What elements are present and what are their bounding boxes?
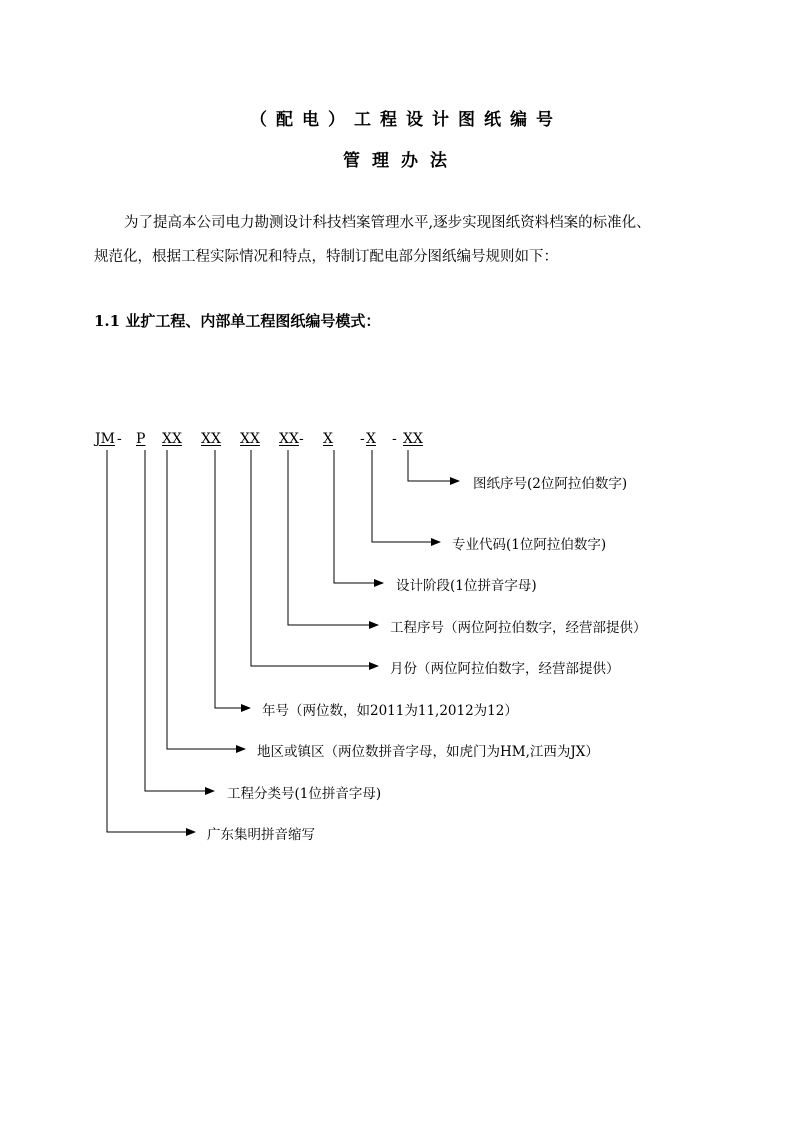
code-sep-4: -	[392, 431, 397, 447]
connector-stage	[334, 450, 383, 583]
section-heading: 1.1 业扩工程、内部单工程图纸编号模式：	[94, 312, 381, 330]
legend-month: 月份（两位阿拉伯数字，经营部提供）	[390, 661, 620, 677]
legend-project-number: 工程序号（两位阿拉伯数字，经营部提供）	[390, 620, 647, 636]
connector-region	[167, 450, 245, 749]
code-part-month: XX	[240, 431, 260, 447]
intro-line-2: 规范化，根据工程实际情况和特点，特制订配电部分图纸编号规则如下：	[94, 249, 558, 265]
page-subtitle: 管理办法	[343, 151, 459, 171]
connector-discipline	[372, 450, 440, 542]
code-part-jm: JM	[95, 431, 115, 447]
code-part-project: XX	[279, 431, 299, 447]
code-part-sheet: XX	[403, 431, 423, 447]
legend-design-stage: 设计阶段(1位拼音字母)	[396, 578, 537, 594]
code-part-p: P	[136, 431, 146, 447]
connector-company	[107, 450, 195, 832]
legend-company-abbr: 广东集明拼音缩写	[207, 827, 315, 843]
page-title: （配电）工程设计图纸编号	[250, 110, 562, 130]
code-part-discipline: X	[366, 431, 376, 447]
code-part-stage: X	[323, 431, 333, 447]
code-sep-2: -	[299, 431, 304, 447]
code-part-region: XX	[162, 431, 182, 447]
legend-category: 工程分类号(1位拼音字母)	[227, 786, 382, 802]
connector-category	[145, 450, 214, 791]
code-sep-3: -	[360, 431, 365, 447]
connector-year	[215, 450, 250, 708]
code-part-year: XX	[201, 431, 221, 447]
code-sep-1: -	[117, 431, 122, 447]
legend-discipline-code: 专业代码(1位阿拉伯数字)	[452, 537, 607, 553]
intro-line-1: 为了提高本公司电力勘测设计科技档案管理水平,逐步实现图纸资料档案的标准化、	[124, 215, 651, 231]
legend-region: 地区或镇区（两位数拼音字母，如虎门为HM,江西为JX）	[257, 744, 599, 760]
legend-year: 年号（两位数，如2011为11,2012为12）	[262, 703, 518, 719]
legend-sheet-number: 图纸序号(2位阿拉伯数字)	[473, 476, 628, 492]
connector-project	[288, 450, 378, 625]
connector-month	[251, 450, 378, 666]
connector-sheet	[408, 450, 459, 481]
